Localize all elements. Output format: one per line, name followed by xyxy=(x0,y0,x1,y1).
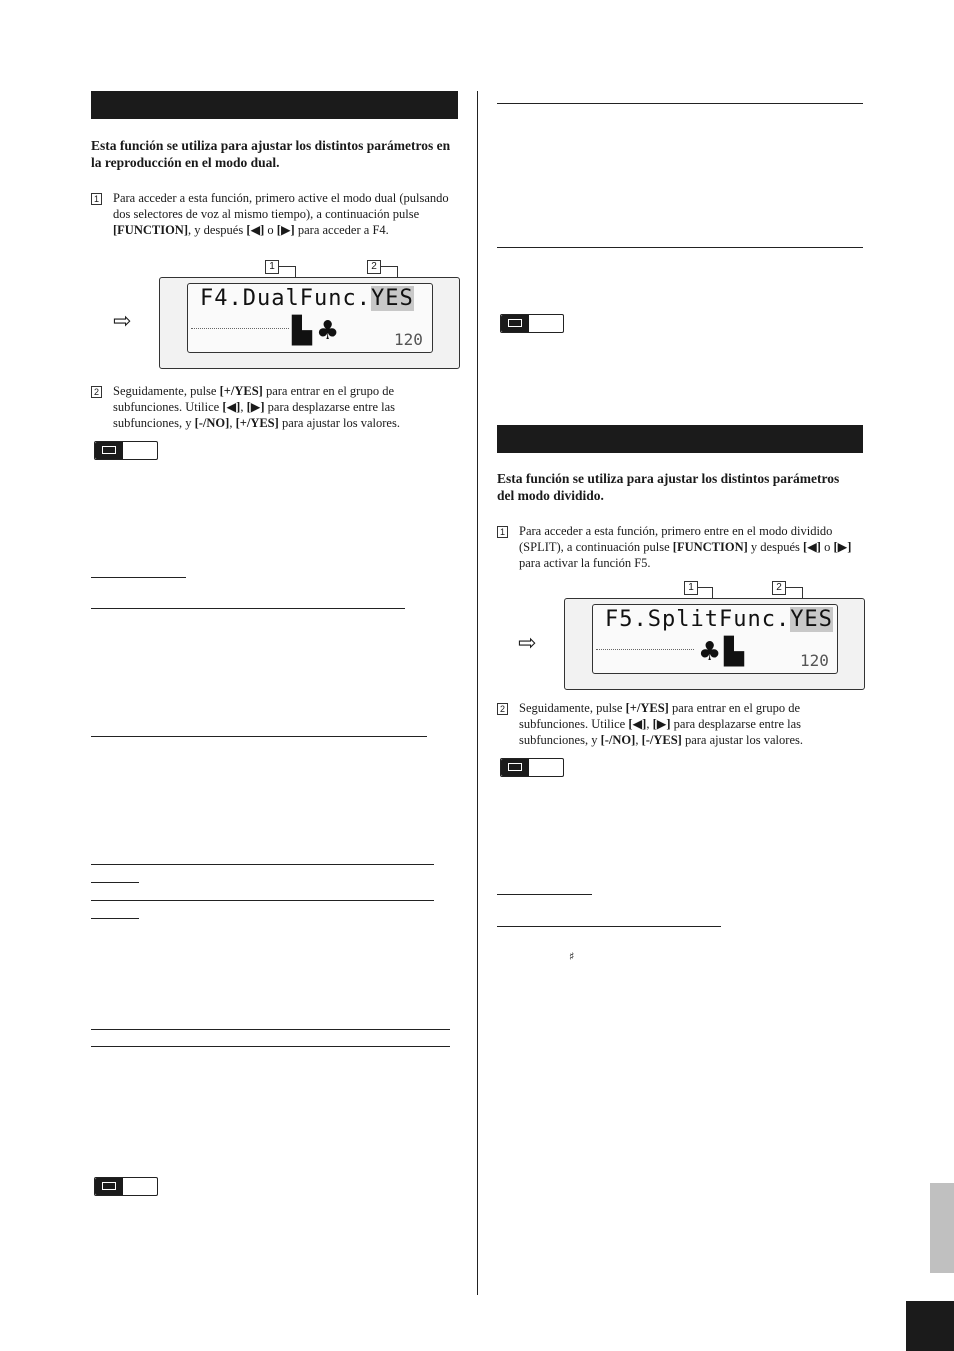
step-text: Seguidamente, pulse [+/YES] para entrar en el grupo de subfunciones. Utilice [◀], [▶] para desplazarse entre las subfunciones, y [-/NO], [-/YES] para ajustar los valores. xyxy=(519,701,803,747)
divider xyxy=(91,1046,450,1047)
note-keyboard-icon xyxy=(500,314,564,333)
lcd-tempo: 120 xyxy=(394,330,423,349)
section-header-bar-f4 xyxy=(91,91,458,119)
lcd-text: F4.DualFunc.YES xyxy=(200,286,414,311)
lcd-value: YES xyxy=(370,286,414,311)
callout-line xyxy=(381,266,397,267)
f4-intro: Esta función se utiliza para ajustar los distintos parámetros en la reproducción en el modo dual. xyxy=(91,138,451,170)
piano-icon: ▙ xyxy=(724,637,744,667)
f4-step-2 xyxy=(91,383,461,433)
divider xyxy=(91,900,434,901)
section-header-bar-f5 xyxy=(497,425,863,453)
step-number: 2 xyxy=(91,386,102,398)
step-number: 1 xyxy=(91,193,102,205)
strings-icon: ♣ xyxy=(698,637,722,667)
lcd-text: F5.SplitFunc.YES xyxy=(605,607,833,632)
step-number: 1 xyxy=(497,526,508,538)
divider xyxy=(497,103,863,104)
lcd-dots xyxy=(596,649,694,650)
note-keyboard-icon xyxy=(94,441,158,460)
step-text: Para acceder a esta función, primero entre en el modo dividido (SPLIT), a continuación pulse [FUNCTION] y después [◀] o [▶] para activar la función F5. xyxy=(519,524,852,570)
note-keyboard-icon xyxy=(500,758,564,777)
side-tab-page xyxy=(906,1301,954,1351)
callout-2: 2 xyxy=(367,260,381,274)
side-tab-language xyxy=(930,1183,954,1273)
divider xyxy=(91,882,139,883)
lcd-dots xyxy=(191,328,289,329)
callout-line xyxy=(786,587,802,588)
step-text: Seguidamente, pulse [+/YES] para entrar en el grupo de subfunciones. Utilice [◀], [▶] para desplazarse entre las subfunciones, y [-/NO], [+/YES] para ajustar los valores. xyxy=(113,384,400,430)
lcd-value: YES xyxy=(790,607,833,632)
column-divider xyxy=(477,91,478,1295)
f5-step-1 xyxy=(497,523,863,573)
step-number: 2 xyxy=(497,703,508,715)
divider xyxy=(91,736,427,737)
step-text: Para acceder a esta función, primero active el modo dual (pulsando dos selectores de voz al mismo tiempo), a continuación pulse [FUNCTION], y después [◀] o [▶] para acceder a F4. xyxy=(113,191,449,237)
strings-icon: ♣ xyxy=(316,316,340,346)
callout-2: 2 xyxy=(772,581,786,595)
callout-line xyxy=(698,587,712,588)
f5-intro: Esta función se utiliza para ajustar los distintos parámetros del modo dividido. xyxy=(497,471,840,503)
divider xyxy=(91,1029,450,1030)
divider xyxy=(91,577,186,578)
sharp-symbol: ♯ xyxy=(569,950,575,963)
piano-icon: ▙ xyxy=(292,316,312,346)
note-keyboard-icon xyxy=(94,1177,158,1196)
callout-1: 1 xyxy=(684,581,698,595)
arrow-icon: ⇨ xyxy=(518,631,537,656)
f5-step-2 xyxy=(497,700,863,750)
callout-line xyxy=(279,266,295,267)
f4-step-1 xyxy=(91,190,461,256)
divider xyxy=(497,247,863,248)
divider xyxy=(91,918,139,919)
arrow-icon: ⇨ xyxy=(113,309,132,334)
divider xyxy=(497,894,592,895)
callout-1: 1 xyxy=(265,260,279,274)
lcd-tempo: 120 xyxy=(800,651,829,670)
divider xyxy=(91,864,434,865)
divider xyxy=(91,608,405,609)
divider xyxy=(497,926,721,927)
